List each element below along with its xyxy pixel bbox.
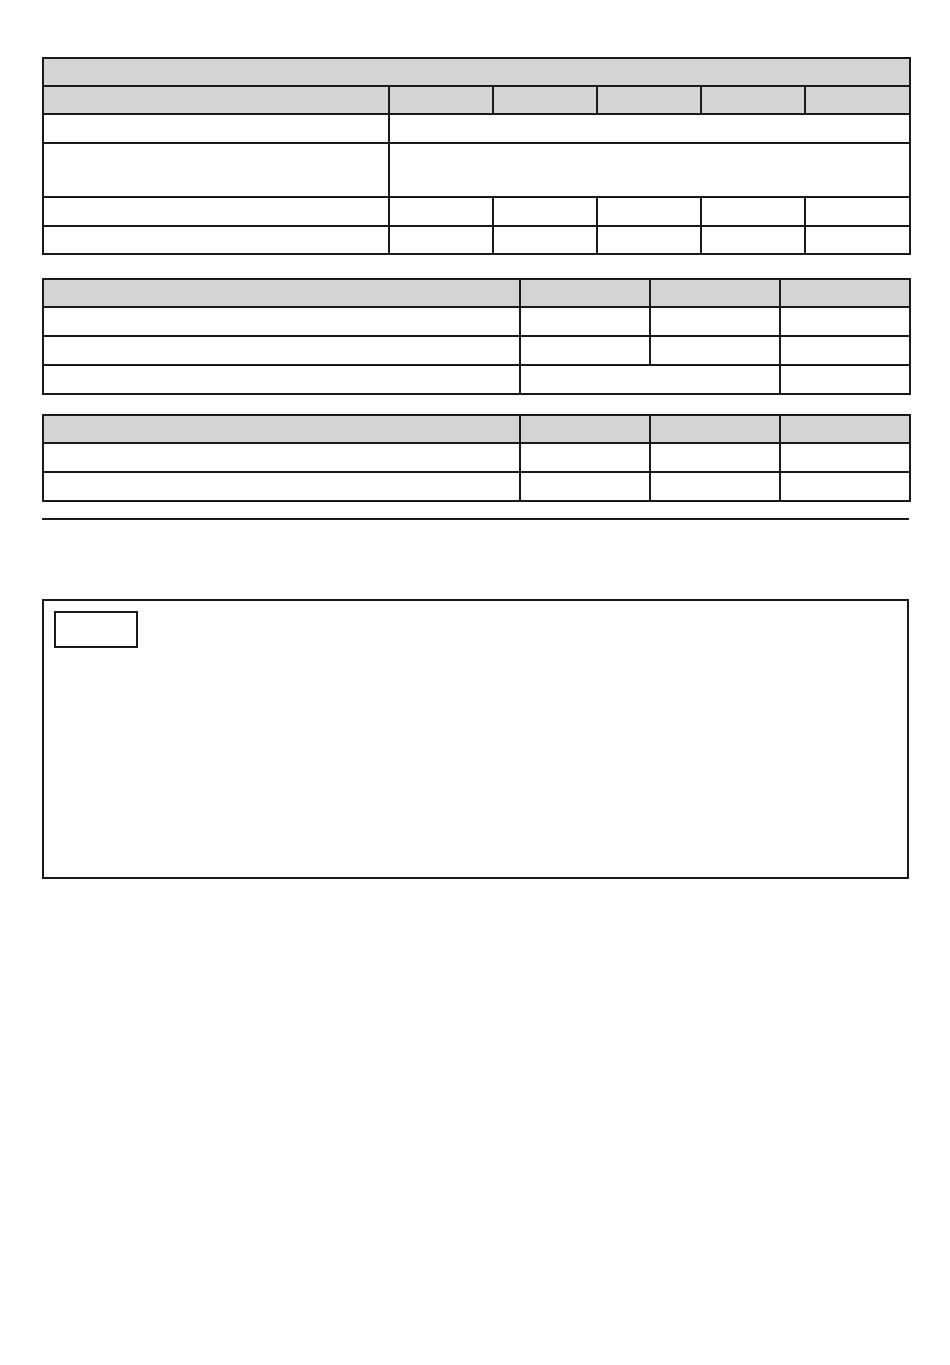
row-label: [43, 443, 520, 472]
mid-header-cell: [520, 279, 650, 307]
table-row: [43, 114, 910, 143]
section-divider: [42, 518, 909, 520]
value-cell: [701, 226, 805, 254]
table-row: [43, 226, 910, 254]
table-row: [43, 143, 910, 197]
low-header-cell: [43, 415, 520, 443]
row-label: [43, 365, 520, 394]
value-cell: [780, 336, 910, 365]
value-cell: [805, 197, 910, 226]
mid-header-cell: [650, 279, 780, 307]
specs-header-cell: [805, 86, 910, 114]
specs-header-cell: [43, 86, 389, 114]
mid-header-cell: [43, 279, 520, 307]
value-cell: [650, 307, 780, 336]
specs-header-cell: [597, 86, 701, 114]
value-cell: [493, 226, 597, 254]
value-cell: [520, 472, 650, 501]
value-cell: [701, 197, 805, 226]
value-cell: [780, 365, 910, 394]
low-header-cell: [520, 415, 650, 443]
low-table: [42, 414, 911, 502]
low-header-cell: [780, 415, 910, 443]
value-cell: [597, 197, 701, 226]
specs-header-cell: [701, 86, 805, 114]
value-cell: [650, 336, 780, 365]
table-row: [43, 472, 910, 501]
table-row: [43, 365, 910, 394]
value-cell: [389, 226, 493, 254]
value-cell: [805, 226, 910, 254]
value-cell: [493, 197, 597, 226]
table-row: [43, 336, 910, 365]
merged-value-cell: [389, 143, 910, 197]
mid-header-cell: [780, 279, 910, 307]
value-cell: [650, 472, 780, 501]
table-row: [43, 197, 910, 226]
row-label: [43, 143, 389, 197]
row-label: [43, 336, 520, 365]
table-row: [43, 307, 910, 336]
value-cell: [520, 307, 650, 336]
mid-table: [42, 278, 911, 395]
value-cell: [520, 443, 650, 472]
merged-value-cell: [389, 114, 910, 143]
value-cell: [389, 197, 493, 226]
specs-header-cell: [493, 86, 597, 114]
specs-header-cell: [389, 86, 493, 114]
specs-table: [42, 57, 911, 255]
value-cell: [780, 307, 910, 336]
value-cell: [597, 226, 701, 254]
value-cell: [650, 443, 780, 472]
row-label: [43, 472, 520, 501]
merged-value-cell: [520, 365, 780, 394]
row-label: [43, 114, 389, 143]
row-label: [43, 197, 389, 226]
table-row: [43, 443, 910, 472]
note-box: [42, 599, 909, 879]
note-tag: [54, 611, 138, 648]
row-label: [43, 226, 389, 254]
value-cell: [520, 336, 650, 365]
row-label: [43, 307, 520, 336]
specs-table-title: [43, 58, 910, 86]
value-cell: [780, 443, 910, 472]
low-header-cell: [650, 415, 780, 443]
value-cell: [780, 472, 910, 501]
